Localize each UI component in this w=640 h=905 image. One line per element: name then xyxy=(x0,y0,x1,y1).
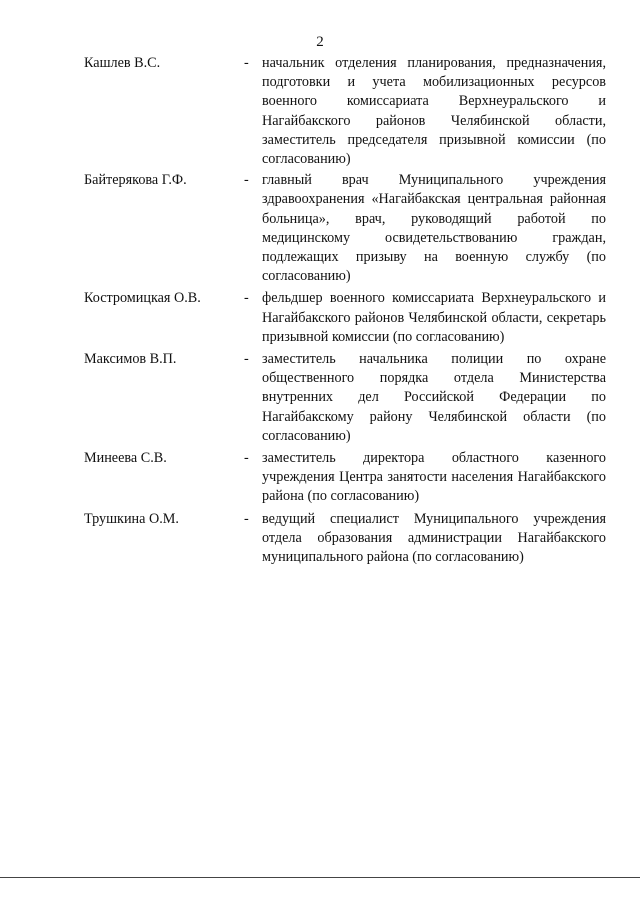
page-bottom-edge xyxy=(0,877,640,878)
member-entry xyxy=(84,54,606,169)
member-name: Минеева С.В. xyxy=(84,450,167,467)
member-dash: - xyxy=(244,351,249,368)
member-dash: - xyxy=(244,290,249,307)
member-dash: - xyxy=(244,450,249,467)
member-position: ведущий специалист Муниципального учреждения отдела образования администрации Нагайбакского муниципального района (по согласованию) xyxy=(262,510,606,566)
member-entry xyxy=(84,289,606,347)
member-position: заместитель директора областного казенного учреждения Центра занятости населения Нагайбакского района (по согласованию) xyxy=(262,450,606,505)
member-entry xyxy=(84,350,606,446)
member-entry xyxy=(84,171,606,286)
member-position: фельдшер военного комиссариата Верхнеуральского и Нагайбакского районов Челябинской области, секретарь призывной комиссии (по согласованию) xyxy=(262,290,606,345)
member-name: Байтерякова Г.Ф. xyxy=(84,172,187,189)
member-dash: - xyxy=(244,510,249,527)
member-name: Костромицкая О.В. xyxy=(84,290,201,307)
commission-member-list xyxy=(84,54,606,568)
page-number: 2 xyxy=(316,34,324,50)
member-position: начальник отделения планирования, предназначения, подготовки и учета мобилизационных ресурсов военного комиссариата Верхнеуральского и Нагайбакского районов Челябинской области, заместитель председателя призывной комиссии (по согласованию) xyxy=(262,55,606,168)
member-position: заместитель начальника полиции по охране общественного порядка отдела Министерства внутренних дел Российской Федерации по Нагайбакскому району Челябинской области (по согласованию) xyxy=(262,351,606,444)
member-entry xyxy=(84,449,606,507)
member-position: главный врач Муниципального учреждения здравоохранения «Нагайбакская центральная районная больница», врач, руководящий работой по медицинскому освидетельствованию граждан, подлежащих призыву на военную службу (по согласованию) xyxy=(262,172,606,285)
member-dash: - xyxy=(244,55,249,71)
member-name: Кашлев В.С. xyxy=(84,55,161,71)
member-dash: - xyxy=(244,172,249,189)
member-entry xyxy=(84,510,606,568)
member-name: Максимов В.П. xyxy=(84,351,177,368)
member-name: Трушкина О.М. xyxy=(84,510,179,527)
